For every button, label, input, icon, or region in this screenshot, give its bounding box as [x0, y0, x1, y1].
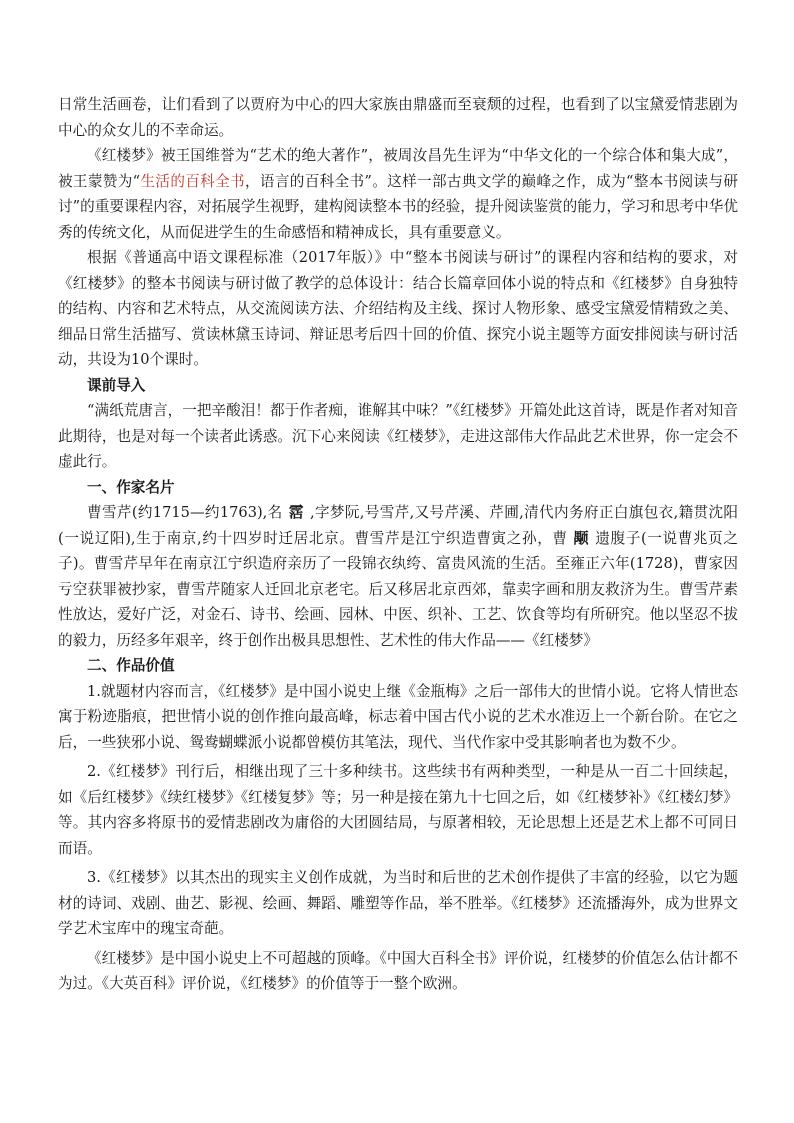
intro-paragraph-reputation: [58, 143, 738, 245]
value-closing-paragraph: 《红楼梦》是中国小说史上不可超越的顶峰。《中国大百科全书》评价说，红楼梦的价值怎么估计都不为过。《大英百科》评价说，《红楼梦》的价值等于一整个欧洲。: [58, 949, 738, 992]
author-name-char: 霑: [288, 503, 304, 521]
author-text-c: 遗腹子(一说曹兆页之子)。曹雪芹早年在南京江宁织造府亲历了一段锦衣纨绔、富贵风流的生活。至雍正六年(1728)，曹家因亏空获罪被抄家，曹雪芹随家人迁回北京老宅。后又移居北京西郊，靠卖字画和朋友救济为生。曹雪芹素性放达，爱好广泛，对金石、诗书、绘画、园林、中医、织补、工艺、饮食等均有所研究。他以坚忍不拔的毅力，历经多年艰辛，终于创作出极具思想性、艺术性的伟大作品——《红楼梦》: [58, 529, 738, 649]
intro-paragraph-continued: 日常生活画卷，让们看到了以贾府为中心的四大家族由鼎盛而至衰颓的过程，也看到了以宝黛爱情悲剧为中心的众女儿的不幸命运。: [58, 96, 738, 139]
reputation-text-a: 《红楼梦》被王国维誉为“艺术的绝大著作”，被周汝昌先生评为“中华文化的一个综合体和集大成”，被王蒙赞为“: [58, 147, 738, 190]
value-item-1: 1.就题材内容而言，《红楼梦》是中国小说史上继《金瓶梅》之后一部伟大的世情小说。它将人情世态寓于粉迹脂痕，把世情小说的创作推向最高峰，标志着中国古代小说的艺术水准迈上一个新台阶。在它之后，一些狭邪小说、鸳鸯蝴蝶派小说都曾模仿其笔法，现代、当代作家中受其影响者也为数不少。: [58, 682, 738, 751]
value-item-2: 2.《红楼梦》刊行后，相继出现了三十多种续书。这些续书有两种类型，一种是从一百二十回续起，如《后红楼梦》《续红楼梦》《红楼复梦》等；另一种是接在第九十七回之后，如《红楼梦补》《红楼幻梦》等。其内容多将原书的爱情悲剧改为庸俗的大团圆结局，与原著相较，无论思想上还是艺术上都不可同日而语。: [58, 763, 738, 857]
document-page: [58, 92, 738, 997]
value-item-3: 3.《红楼梦》以其杰出的现实主义创作成就，为当时和后世的艺术创作提供了丰富的经验，以它为题材的诗词、戏剧、曲艺、影视、绘画、舞蹈、雕塑等作品，举不胜举。《红楼梦》还流播海外，成为世界文学艺术宝库中的瑰宝奇葩。: [58, 869, 738, 937]
intro-paragraph-curriculum: 根据《普通高中语文课程标准（2017年版）》中“整本书阅读与研讨”的课程内容和结构的要求，对《红楼梦》的整本书阅读与研讨做了教学的总体设计：结合长篇章回体小说的特点和《红楼梦》自身独特的结构、内容和艺术特点，从交流阅读方法、介绍结构及主线、探讨人物形象、感受宝黛爱情精致之美、细品日常生活描写、赏读林黛玉诗词、辩证思考后四十回的价值、探究小说主题等方面安排阅读与研讨活动，共设为10个课时。: [58, 249, 738, 368]
author-father-char: 颙: [573, 528, 590, 547]
pre-class-paragraph: “满纸荒唐言，一把辛酸泪！都于作者痴，谁解其中味？”《红楼梦》开篇处此这首诗，既是作者对知音此期待，也是对每一个读者此诱惑。沉下心来阅读《红楼梦》，走进这部伟大作品此艺术世界，你一定会不虚此行。: [58, 402, 738, 470]
author-text-a: 曹雪芹(约1715—约1763),名: [87, 504, 283, 521]
author-text-b: ,字梦阮,号雪芹,又号芹溪、芹圃,清代内务府正白旗包衣,籍贯沈阳(一说辽阳),生于南京,约十四岁时迁居北京。曹雪芹是江宁织造曹寅之孙，曹: [58, 504, 738, 547]
section-heading-pre-class: 课前导入: [87, 376, 146, 394]
highlighted-phrase: 生活的百科全书: [140, 172, 245, 190]
author-paragraph: [58, 500, 738, 653]
section-heading-value: 二、作品价值: [87, 657, 175, 674]
section-heading-author: 一、作家名片: [87, 478, 175, 496]
reputation-text-b: ，语言的百科全书”。这样一部古典文学的巅峰之作，成为“整本书阅读与研讨”的重要课程内容，对拓展学生视野，建构阅读整本书的经验，提升阅读鉴赏的能力，学习和思考中华优秀的传统文化，从而促进学生的生命感悟和精神成长，具有重要意义。: [58, 172, 738, 241]
